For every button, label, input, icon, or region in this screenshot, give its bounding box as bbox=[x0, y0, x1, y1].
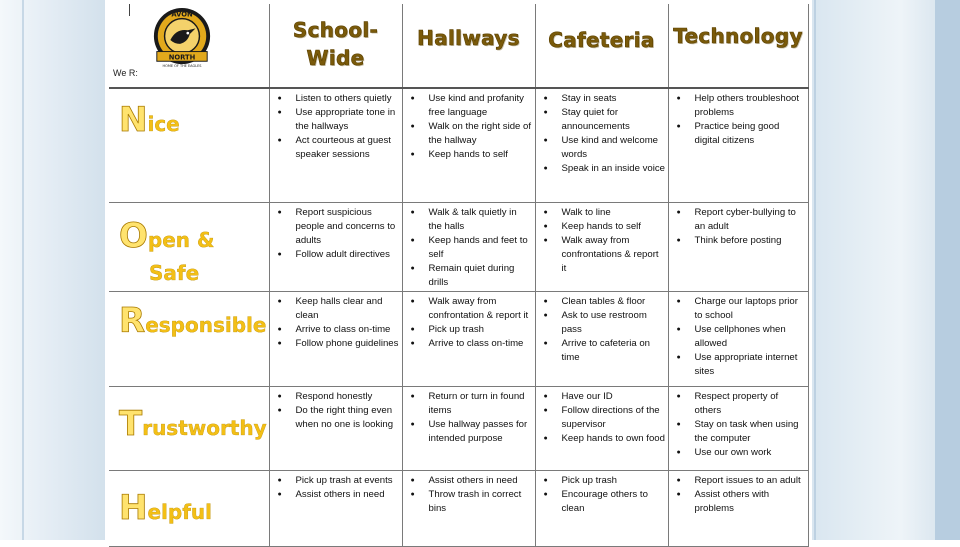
expectation-item: ● Use appropriate tone in the hallways bbox=[296, 106, 400, 134]
expectation-item: ● Walk away from confrontation & report it bbox=[429, 295, 533, 323]
expectation-item: ● Stay quiet for announcements bbox=[562, 106, 666, 134]
expectation-item: ● Return or turn in found items bbox=[429, 390, 533, 418]
slide-left-margin bbox=[0, 0, 105, 540]
expectation-item: ● Keep halls clear and clean bbox=[296, 295, 400, 323]
expectation-item: ● Assist others in need bbox=[429, 474, 533, 488]
school-logo bbox=[151, 7, 213, 69]
trait-row-o bbox=[109, 202, 808, 291]
expectation-item: ● Speak in an inside voice bbox=[562, 162, 666, 176]
column-header-technology bbox=[668, 4, 808, 88]
trait-label-cell bbox=[109, 88, 269, 202]
matrix-cell bbox=[269, 386, 402, 470]
column-title: Technology bbox=[673, 24, 803, 48]
trait-word-rest-line2: Safe bbox=[149, 260, 200, 285]
column-title-line2: Wide bbox=[306, 46, 365, 70]
expectation-item: ● Walk to line bbox=[562, 206, 666, 220]
expectation-item: ● Use kind and profanity free language bbox=[429, 92, 533, 120]
trait-initial-letter: R bbox=[119, 300, 146, 341]
expectation-list bbox=[669, 471, 808, 516]
expectation-list bbox=[536, 387, 668, 446]
trait-row-h bbox=[109, 470, 808, 546]
matrix-cell bbox=[535, 386, 668, 470]
expectation-item: ● Do the right thing even when no one is looking bbox=[296, 404, 400, 432]
matrix-cell bbox=[535, 202, 668, 291]
expectation-item: ● Follow directions of the supervisor bbox=[562, 404, 666, 432]
expectation-list bbox=[669, 89, 808, 148]
margin-mark bbox=[129, 4, 130, 16]
expectation-list bbox=[536, 203, 668, 276]
trait-row-n bbox=[109, 88, 808, 202]
column-title-line1: School- bbox=[292, 18, 379, 42]
expectation-item: ● Report issues to an adult bbox=[695, 474, 806, 488]
trait-label-cell bbox=[109, 470, 269, 546]
header-row bbox=[109, 4, 808, 88]
matrix-cell bbox=[535, 291, 668, 386]
expectation-item: ● Use hallway passes for intended purpose bbox=[429, 418, 533, 446]
corner-cell bbox=[109, 4, 269, 88]
expectation-item: ● Walk away from confrontations & report it bbox=[562, 234, 666, 276]
trait-word-rest: elpful bbox=[147, 499, 212, 524]
trait-word-rest: esponsible bbox=[145, 312, 267, 337]
expectation-list bbox=[270, 471, 402, 502]
expectation-list bbox=[536, 471, 668, 516]
expectation-item: ● Respond honestly bbox=[296, 390, 400, 404]
expectation-list bbox=[669, 387, 808, 460]
expectation-list bbox=[403, 89, 535, 162]
expectation-list bbox=[403, 292, 535, 351]
expectation-list bbox=[403, 471, 535, 516]
trait-label-cell bbox=[109, 386, 269, 470]
expectation-item: ● Have our ID bbox=[562, 390, 666, 404]
matrix-cell bbox=[402, 291, 535, 386]
trait-word bbox=[109, 292, 269, 343]
expectation-item: ● Pick up trash at events bbox=[296, 474, 400, 488]
logo-top-text: AVON bbox=[171, 10, 193, 19]
expectation-list bbox=[536, 89, 668, 176]
trait-initial-letter: O bbox=[119, 215, 148, 256]
trait-label-cell bbox=[109, 202, 269, 291]
trait-initial-letter: N bbox=[119, 100, 148, 140]
expectation-item: ● Keep hands and feet to self bbox=[429, 234, 533, 262]
trait-word bbox=[109, 471, 269, 530]
expectation-item: ● Encourage others to clean bbox=[562, 488, 666, 516]
trait-initial-letter: H bbox=[119, 487, 148, 528]
expectation-item: ● Think before posting bbox=[695, 234, 806, 248]
slide-right-margin bbox=[812, 0, 960, 540]
matrix-cell bbox=[269, 202, 402, 291]
expectation-item: ● Help others troubleshoot problems bbox=[695, 92, 806, 120]
expectation-item: ● Walk on the right side of the hallway bbox=[429, 120, 533, 148]
expectation-item: ● Use cellphones when allowed bbox=[695, 323, 806, 351]
matrix-cell bbox=[402, 470, 535, 546]
expectation-item: ● Pick up trash bbox=[562, 474, 666, 488]
trait-label-cell bbox=[109, 291, 269, 386]
slide-left-stripe bbox=[22, 0, 24, 540]
matrix-cell bbox=[269, 291, 402, 386]
expectation-item: ● Keep hands to own food bbox=[562, 432, 666, 446]
expectation-list bbox=[270, 387, 402, 432]
matrix-cell bbox=[402, 386, 535, 470]
expectation-list bbox=[403, 387, 535, 446]
matrix-cell bbox=[668, 88, 808, 202]
expectation-item: ● Act courteous at guest speaker sessions bbox=[296, 134, 400, 162]
column-title: Cafeteria bbox=[548, 28, 655, 52]
trait-word bbox=[109, 89, 269, 142]
logo-bottom-text: NORTH bbox=[168, 53, 196, 62]
trait-row-t bbox=[109, 386, 808, 470]
logo-ribbon-text: HOME OF THE EAGLES bbox=[162, 64, 202, 69]
expectation-item: ● Follow phone guidelines bbox=[296, 337, 400, 351]
matrix-cell bbox=[269, 88, 402, 202]
expectation-item: ● Arrive to class on-time bbox=[296, 323, 400, 337]
expectation-item: ● Assist others with problems bbox=[695, 488, 806, 516]
trait-initial-letter: T bbox=[119, 403, 143, 444]
matrix-cell bbox=[535, 470, 668, 546]
trait-word-rest: pen & bbox=[147, 227, 215, 252]
expectation-item: ● Stay on task when using the computer bbox=[695, 418, 806, 446]
column-header-school-wide bbox=[269, 4, 402, 88]
trait-word bbox=[109, 387, 269, 446]
trait-word bbox=[109, 203, 269, 291]
expectation-item: ● Use our own work bbox=[695, 446, 806, 460]
matrix-cell bbox=[668, 386, 808, 470]
expectation-item: ● Follow adult directives bbox=[296, 248, 400, 262]
behavior-matrix-table bbox=[109, 4, 809, 547]
matrix-cell bbox=[269, 470, 402, 546]
expectation-list bbox=[536, 292, 668, 365]
trait-row-r bbox=[109, 291, 808, 386]
expectation-item: ● Report cyber-bullying to an adult bbox=[695, 206, 806, 234]
expectation-list bbox=[270, 292, 402, 351]
expectation-item: ● Keep hands to self bbox=[429, 148, 533, 162]
expectation-list bbox=[270, 89, 402, 162]
expectation-item: ● Walk & talk quietly in the halls bbox=[429, 206, 533, 234]
intro-label: We R: bbox=[113, 68, 138, 78]
expectation-item: ● Remain quiet during drills bbox=[429, 262, 533, 290]
matrix-cell bbox=[402, 88, 535, 202]
expectation-list bbox=[403, 203, 535, 290]
slide-right-line bbox=[814, 0, 816, 540]
expectation-item: ● Respect property of others bbox=[695, 390, 806, 418]
expectation-item: ● Arrive to class on-time bbox=[429, 337, 533, 351]
expectation-item: ● Use kind and welcome words bbox=[562, 134, 666, 162]
expectation-list bbox=[669, 203, 808, 248]
expectation-item: ● Pick up trash bbox=[429, 323, 533, 337]
document-page bbox=[105, 0, 812, 540]
matrix-cell bbox=[535, 88, 668, 202]
trait-word-rest: ice bbox=[147, 112, 180, 136]
expectation-item: ● Keep hands to self bbox=[562, 220, 666, 234]
expectation-list bbox=[669, 292, 808, 379]
column-header-cafeteria bbox=[535, 4, 668, 88]
expectation-item: ● Listen to others quietly bbox=[296, 92, 400, 106]
expectation-item: ● Clean tables & floor bbox=[562, 295, 666, 309]
expectation-item: ● Arrive to cafeteria on time bbox=[562, 337, 666, 365]
column-title: Hallways bbox=[417, 26, 520, 50]
slide-right-panel bbox=[935, 0, 960, 540]
column-title bbox=[270, 4, 402, 72]
trait-word-rest: rustworthy bbox=[142, 415, 267, 440]
expectation-item: ● Report suspicious people and concerns to adults bbox=[296, 206, 400, 248]
matrix-cell bbox=[668, 202, 808, 291]
matrix-cell bbox=[668, 291, 808, 386]
expectation-item: ● Stay in seats bbox=[562, 92, 666, 106]
expectation-item: ● Ask to use restroom pass bbox=[562, 309, 666, 337]
matrix-cell bbox=[402, 202, 535, 291]
expectation-item: ● Throw trash in correct bins bbox=[429, 488, 533, 516]
expectation-item: ● Use appropriate internet sites bbox=[695, 351, 806, 379]
expectation-item: ● Practice being good digital citizens bbox=[695, 120, 806, 148]
expectation-item: ● Assist others in need bbox=[296, 488, 400, 502]
matrix-cell bbox=[668, 470, 808, 546]
expectation-item: ● Charge our laptops prior to school bbox=[695, 295, 806, 323]
expectation-list bbox=[270, 203, 402, 262]
column-header-hallways bbox=[402, 4, 535, 88]
